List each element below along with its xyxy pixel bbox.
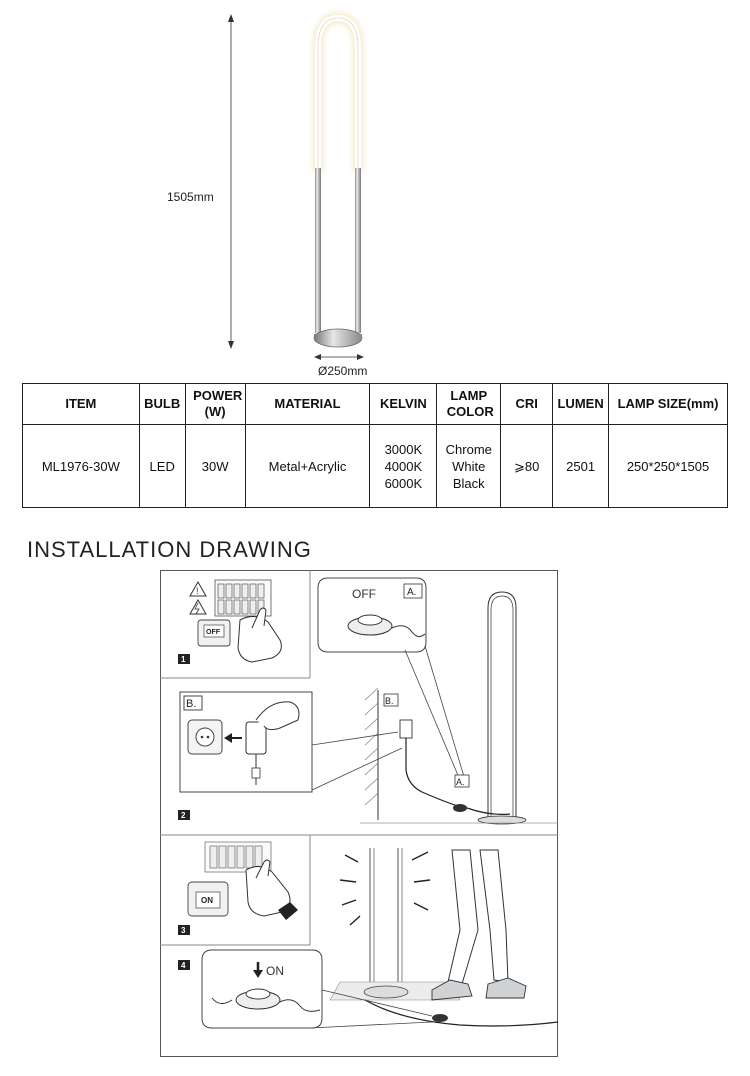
header-material: MATERIAL	[245, 384, 370, 425]
callout-off-label: OFF	[352, 587, 376, 601]
cell-kelvin	[370, 425, 437, 508]
step1-switch-off-label: OFF	[206, 629, 220, 636]
step3-number: 3	[181, 926, 186, 935]
lamp-color-value: Chrome	[445, 441, 492, 457]
kelvin-value: 6000K	[384, 475, 423, 491]
floor-a-label: A.	[456, 777, 465, 787]
cell-material: Metal+Acrylic	[245, 425, 370, 508]
cell-lamp-color	[437, 425, 501, 508]
cell-lumen: 2501	[553, 425, 609, 508]
header-lamp-size: LAMP SIZE(mm)	[609, 384, 728, 425]
spec-table-header-row	[23, 384, 728, 425]
step3-switch-on-label: ON	[201, 896, 213, 905]
diameter-label: Ø250mm	[318, 364, 368, 378]
cell-power: 30W	[185, 425, 245, 508]
svg-text:!: !	[196, 586, 199, 596]
installation-diagram	[160, 570, 560, 1060]
callout-on-label: ON	[266, 964, 284, 978]
lamp-color-value: White	[452, 458, 486, 474]
step2-number: 2	[181, 811, 186, 820]
wall-b-label: B.	[385, 696, 394, 706]
callout-a-label: A.	[407, 587, 417, 598]
cell-bulb: LED	[139, 425, 185, 508]
kelvin-value: 3000K	[384, 441, 423, 457]
installation-title: INSTALLATION DRAWING	[27, 537, 312, 562]
header-kelvin: KELVIN	[370, 384, 437, 425]
spec-table	[22, 383, 728, 508]
inset-b-label: B.	[186, 698, 197, 710]
header-lumen: LUMEN	[553, 384, 609, 425]
cell-cri: ⩾80	[501, 425, 553, 508]
step1-number: 1	[181, 655, 186, 664]
height-label: 1505mm	[167, 190, 214, 204]
header-power-label: POWER (W)	[193, 388, 243, 419]
header-cri: CRI	[501, 384, 553, 425]
kelvin-value: 4000K	[384, 458, 423, 474]
step4-number: 4	[181, 961, 186, 970]
header-bulb: BULB	[139, 384, 185, 425]
header-item: ITEM	[23, 384, 140, 425]
cell-item: ML1976-30W	[23, 425, 140, 508]
cell-lamp-size: 250*250*1505	[609, 425, 728, 508]
spec-table-row	[23, 425, 728, 508]
header-power	[185, 384, 245, 425]
header-lamp-color	[437, 384, 501, 425]
header-lamp-color-label: LAMP COLOR	[446, 388, 494, 419]
lamp-color-value: Black	[452, 475, 485, 491]
